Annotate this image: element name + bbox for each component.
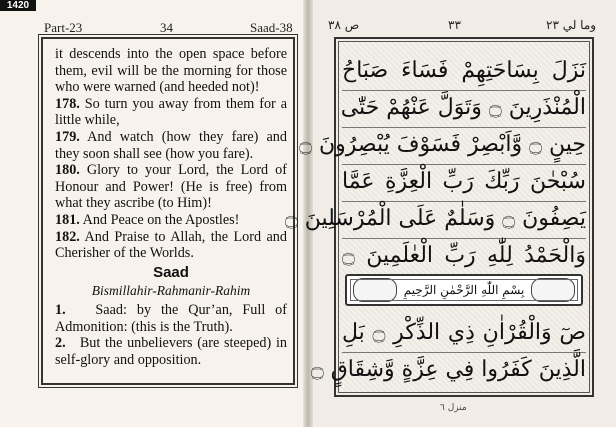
manzil-footer: منزل ٦ xyxy=(440,403,467,413)
arabic-line: صٓ وَالْقُرْاٰنِ ذِي الذِّكْرِ ۝ بَلِ xyxy=(342,320,587,345)
verse-number: 178. xyxy=(55,95,80,112)
verse-text: Glory to your Lord, the Lord of Honour and Power! (He is free) from what they ascribe (to Him)! xyxy=(55,162,287,212)
verse-text: And Peace on the Apostles! xyxy=(79,211,240,228)
header-surah: Saad-38 xyxy=(250,20,293,35)
verse-number: 181. xyxy=(55,211,80,228)
verse-number: 2. xyxy=(55,335,66,352)
verse-number: 1. xyxy=(55,301,66,318)
verse-text: And watch (how they fare) and they soon shall see (how you fare). xyxy=(55,128,287,162)
arabic-line: وَالْحَمْدُ لِلّٰهِ رَبِّ الْعٰلَمِينَ ۝ xyxy=(342,243,586,268)
verse-text: And Praise to Allah, the Lord and Cherisher of the Worlds. xyxy=(55,228,287,262)
verse-182 xyxy=(55,229,287,262)
bismillah-transliteration: Bismillahir-Rahmanir-Rahim xyxy=(91,283,251,299)
verse-2 xyxy=(55,335,287,368)
verse-text: But the unbelievers (are steeped) in self-glory and opposition. xyxy=(55,335,287,368)
verse-1 xyxy=(55,302,287,335)
arabic-line: حِينٍ ۝ وَّاَبْصِرْ فَسَوْفَ يُبْصِرُونَ ۝ xyxy=(299,132,586,157)
arabic-line: الَّذِينَ كَفَرُوا فِي عِزَّةٍ وَّشِقَاقٍ ۝ xyxy=(310,357,586,382)
surah-banner xyxy=(345,274,583,306)
header-page-number: 34 xyxy=(160,20,173,35)
verse-number: 180. xyxy=(55,162,80,179)
verse-number: 179. xyxy=(55,128,80,145)
verse-178 xyxy=(55,96,287,129)
arabic-line: نَزَلَ بِسَاحَتِهِمْ فَسَاءَ صَبَاحُ xyxy=(342,58,586,83)
verse-179 xyxy=(55,129,287,162)
arabic-line: يَصِفُونَ ۝ وَسَلٰمٌ عَلَى الْمُرْسَلِينَ ۝ xyxy=(284,206,586,231)
arabic-header-page: ٣٣ xyxy=(448,18,461,32)
verse-181 xyxy=(55,212,287,229)
page-label-badge: 1420 xyxy=(0,0,36,11)
verse-text: So turn you away from them for a little while, xyxy=(55,95,287,129)
arabic-header-surah: ص ٣٨ xyxy=(328,18,360,32)
verse-continuation xyxy=(55,46,287,96)
surah-title: Saad xyxy=(153,263,189,281)
translation-text xyxy=(55,46,287,368)
arabic-line: الْمُنْذَرِينَ ۝ وَتَوَلَّ عَنْهُمْ حَتّٰى xyxy=(340,95,586,120)
verse-text: it descends into the open space before them, evil will be the morning for those who were warned (and heeded not)! xyxy=(55,46,287,96)
arabic-header-juz: وما لي ٢٣ xyxy=(546,18,597,32)
arabic-line: سُبْحٰنَ رَبِّكَ رَبِّ الْعِزَّةِ عَمَّا xyxy=(342,169,586,194)
verse-number: 182. xyxy=(55,228,80,245)
header-part: Part-23 xyxy=(44,20,83,35)
verse-text: Saad: by the Qur’an, Full of Admonition: (this is the Truth). xyxy=(55,301,287,335)
verse-180 xyxy=(55,162,287,212)
banner-bismillah: بِسْمِ اللّٰهِ الرَّحْمٰنِ الرَّحِيمِ xyxy=(350,279,578,301)
